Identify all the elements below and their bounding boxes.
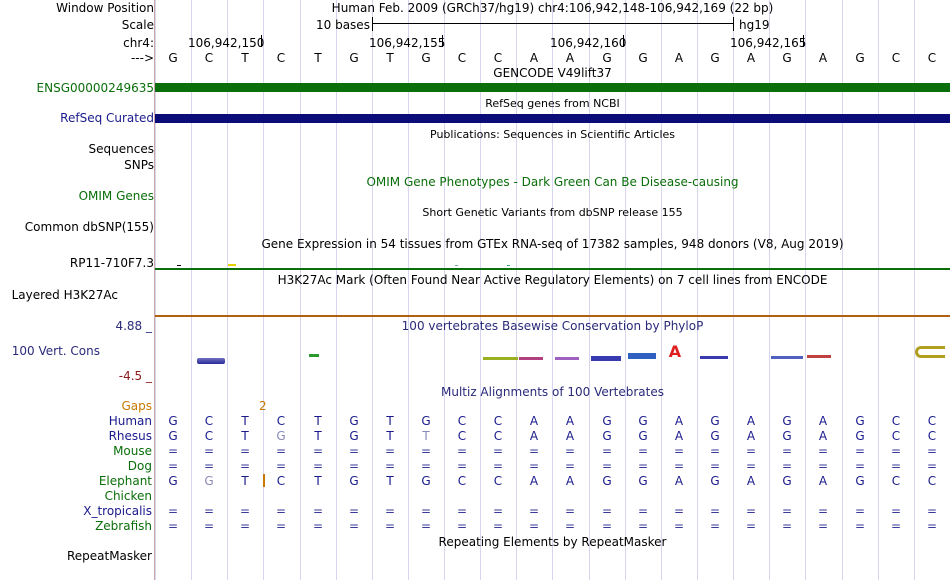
alignment-base-human: C: [276, 414, 286, 428]
alignment-base-rhesus: G: [349, 429, 359, 443]
alignment-base-dog: =: [564, 459, 576, 473]
alignment-base-dog: =: [673, 459, 685, 473]
alignment-base-xtropicalis: =: [673, 504, 685, 518]
sequence-base: C: [276, 51, 286, 65]
alignment-base-mouse: =: [926, 444, 938, 458]
alignment-base-xtropicalis: =: [384, 504, 396, 518]
alignment-base-zebrafish: =: [637, 519, 649, 533]
alignment-base-human: A: [746, 414, 756, 428]
common-dbsnp-label[interactable]: Common dbSNP(155): [24, 220, 154, 234]
track-display-area[interactable]: Human Feb. 2009 (GRCh37/hg19) chr4:106,942,148-106,942,169 (22 bp) 10 bases hg19 106,942,150 106,942,155 106,942,160 106,942,165 G C T C T G T G C C A A G G A G A G A G C C GENCODE V49lift37 RefSeq genes from NCBI Publications: Sequences in Scientific Articles OMIM Gene Phenotypes - Dark Green Can Be Disease-causing Short Genetic Variants from dbSNP release 155 Gene Expression in 54 tissues from GTEx RNA-seq of 17382 samples, 948 donors (V8, Aug 2019) H3K27Ac Mark (Often Found Near Active Regulatory Elements) on 7 cell lines from ENCODE 100 vertebrates Basewise Conservation by PhyloP A Multiz Alignments of 100 Vertebrates 2 G C T C T G T G C C A A G G A G A G A G C C G C T G T G T T C C A A G G A G A G A G C C = = = = = = = = = = = = = = = = = = = = = = = = = = = = = = = = = = = = = = = = = = = = G G T C T G T G C C A A G G A G A G A G C C = = = = = = = = = = = = = = = = = = = = = = = = = = = = = = = = = = = = = = = = = = = = Repeating Elements by RepeatMasker: [155, 0, 950, 580]
sequence-base: G: [638, 51, 648, 65]
alignment-base-rhesus: T: [241, 429, 249, 443]
alignment-base-elephant: T: [314, 474, 322, 488]
alignment-base-elephant: A: [565, 474, 575, 488]
repeatmasker-label[interactable]: RepeatMasker: [66, 549, 152, 563]
gap-count: 2: [259, 399, 267, 413]
position-title: Human Feb. 2009 (GRCh37/hg19) chr4:106,942,148-106,942,169 (22 bp): [331, 1, 774, 15]
alignment-base-elephant: G: [349, 474, 359, 488]
alignment-base-zebrafish: =: [239, 519, 251, 533]
alignment-base-elephant: A: [746, 474, 756, 488]
phylop-track-title: 100 vertebrates Basewise Conservation by PhyloP: [401, 319, 704, 333]
publications-track-title: Publications: Sequences in Scientific Articles: [430, 128, 675, 141]
alignment-base-rhesus: A: [818, 429, 828, 443]
alignment-base-human: T: [241, 414, 249, 428]
alignment-base-mouse: =: [745, 444, 757, 458]
species-human-label: Human: [108, 414, 152, 428]
alignment-base-elephant: C: [457, 474, 467, 488]
alignment-base-xtropicalis: =: [781, 504, 793, 518]
alignment-base-xtropicalis: =: [709, 504, 721, 518]
species-dog-label: Dog: [127, 459, 152, 473]
alignment-base-human: G: [349, 414, 359, 428]
multiz-track-title: Multiz Alignments of 100 Vertebrates: [440, 385, 665, 399]
window-position-label: Window Position: [56, 1, 154, 15]
alignment-base-mouse: =: [817, 444, 829, 458]
alignment-base-xtropicalis: =: [601, 504, 613, 518]
cons-track-label[interactable]: 100 Vert. Cons: [11, 344, 100, 358]
alignment-base-dog: =: [203, 459, 215, 473]
alignment-base-rhesus: C: [204, 429, 214, 443]
species-mouse-label: Mouse: [113, 444, 152, 458]
scale-text: 10 bases: [316, 18, 370, 32]
alignment-base-elephant: A: [674, 474, 684, 488]
alignment-base-mouse: =: [564, 444, 576, 458]
sequence-base: G: [782, 51, 792, 65]
alignment-base-mouse: =: [781, 444, 793, 458]
alignment-base-human: A: [818, 414, 828, 428]
alignment-base-mouse: =: [528, 444, 540, 458]
alignment-base-rhesus: A: [565, 429, 575, 443]
alignment-base-zebrafish: =: [528, 519, 540, 533]
alignment-base-rhesus: A: [746, 429, 756, 443]
alignment-base-mouse: =: [709, 444, 721, 458]
alignment-base-dog: =: [854, 459, 866, 473]
alignment-base-elephant: G: [710, 474, 720, 488]
alignment-base-zebrafish: =: [745, 519, 757, 533]
species-zebrafish-label: Zebrafish: [95, 519, 152, 533]
alignment-base-xtropicalis: =: [239, 504, 251, 518]
sequence-base: A: [674, 51, 684, 65]
ruler-tick-label: 106,942,165: [730, 36, 807, 50]
alignment-base-mouse: =: [601, 444, 613, 458]
alignment-base-elephant: C: [276, 474, 286, 488]
alignment-base-zebrafish: =: [167, 519, 179, 533]
snps-label[interactable]: SNPs: [124, 158, 154, 172]
alignment-base-dog: =: [926, 459, 938, 473]
alignment-base-xtropicalis: =: [492, 504, 504, 518]
alignment-base-elephant: C: [927, 474, 937, 488]
ruler-tick-label: 106,942,150: [188, 36, 265, 50]
alignment-base-rhesus: G: [602, 429, 612, 443]
sequence-base: C: [927, 51, 937, 65]
alignment-base-zebrafish: =: [854, 519, 866, 533]
sequence-base: T: [241, 51, 249, 65]
gaps-label: Gaps: [121, 399, 152, 413]
alignment-base-human: A: [529, 414, 539, 428]
alignment-base-human: C: [204, 414, 214, 428]
alignment-base-rhesus: A: [529, 429, 539, 443]
sequence-base: C: [457, 51, 467, 65]
sequence-base: C: [493, 51, 503, 65]
alignment-base-zebrafish: =: [492, 519, 504, 533]
gencode-gene-bar[interactable]: [155, 83, 950, 92]
alignment-base-rhesus: T: [314, 429, 322, 443]
alignment-base-mouse: =: [890, 444, 902, 458]
sequence-base: G: [602, 51, 612, 65]
alignment-base-elephant: G: [168, 474, 178, 488]
ruler-tick-label: 106,942,155: [369, 36, 446, 50]
alignment-base-rhesus: G: [276, 429, 286, 443]
alignment-base-human: T: [314, 414, 322, 428]
alignment-base-human: G: [602, 414, 612, 428]
alignment-base-mouse: =: [637, 444, 649, 458]
strand-arrow-label: --->: [130, 51, 154, 65]
alignment-base-rhesus: A: [674, 429, 684, 443]
alignment-base-human: G: [421, 414, 431, 428]
rp11-label[interactable]: RP11-710F7.3: [69, 256, 154, 270]
alignment-base-zebrafish: =: [203, 519, 215, 533]
alignment-base-dog: =: [275, 459, 287, 473]
alignment-base-zebrafish: =: [890, 519, 902, 533]
cons-max-label: 4.88 _: [115, 319, 152, 333]
alignment-base-xtropicalis: =: [564, 504, 576, 518]
sequence-base: G: [349, 51, 359, 65]
alignment-base-xtropicalis: =: [854, 504, 866, 518]
repeatmasker-track-title: Repeating Elements by RepeatMasker: [438, 535, 667, 549]
alignment-base-dog: =: [312, 459, 324, 473]
alignment-base-human: A: [565, 414, 575, 428]
gtex-track-title: Gene Expression in 54 tissues from GTEx RNA-seq of 17382 samples, 948 donors (V8, Aug 2019): [261, 237, 844, 251]
alignment-base-mouse: =: [854, 444, 866, 458]
alignment-base-xtropicalis: =: [528, 504, 540, 518]
alignment-base-zebrafish: =: [601, 519, 613, 533]
omim-genes-label[interactable]: OMIM Genes: [78, 189, 154, 203]
scale-label: Scale: [121, 18, 154, 32]
alignment-base-dog: =: [239, 459, 251, 473]
alignment-base-human: G: [855, 414, 865, 428]
alignment-base-human: A: [674, 414, 684, 428]
alignment-base-human: G: [710, 414, 720, 428]
alignment-base-dog: =: [348, 459, 360, 473]
alignment-base-mouse: =: [384, 444, 396, 458]
alignment-base-elephant: G: [602, 474, 612, 488]
sequence-base: G: [710, 51, 720, 65]
alignment-base-mouse: =: [203, 444, 215, 458]
alignment-base-zebrafish: =: [312, 519, 324, 533]
alignment-base-dog: =: [492, 459, 504, 473]
species-rhesus-label: Rhesus: [108, 429, 152, 443]
alignment-base-mouse: =: [348, 444, 360, 458]
alignment-base-rhesus: G: [638, 429, 648, 443]
sequence-base: T: [314, 51, 322, 65]
alignment-base-dog: =: [781, 459, 793, 473]
alignment-base-dog: =: [817, 459, 829, 473]
alignment-base-xtropicalis: =: [203, 504, 215, 518]
sequence-base: G: [168, 51, 178, 65]
alignment-base-rhesus: T: [386, 429, 394, 443]
h3k27ac-baseline: [155, 315, 950, 317]
alignment-base-xtropicalis: =: [420, 504, 432, 518]
sequence-base: G: [421, 51, 431, 65]
refseq-track-title: RefSeq genes from NCBI: [485, 97, 620, 110]
alignment-base-xtropicalis: =: [745, 504, 757, 518]
alignment-base-xtropicalis: =: [637, 504, 649, 518]
alignment-base-rhesus: G: [168, 429, 178, 443]
alignment-base-human: C: [457, 414, 467, 428]
alignment-base-zebrafish: =: [817, 519, 829, 533]
alignment-base-xtropicalis: =: [817, 504, 829, 518]
alignment-base-rhesus: G: [782, 429, 792, 443]
alignment-base-zebrafish: =: [275, 519, 287, 533]
alignment-base-elephant: G: [204, 474, 214, 488]
alignment-base-human: G: [638, 414, 648, 428]
alignment-base-mouse: =: [312, 444, 324, 458]
alignment-base-mouse: =: [275, 444, 287, 458]
alignment-base-xtropicalis: =: [926, 504, 938, 518]
alignment-base-dog: =: [745, 459, 757, 473]
alignment-base-xtropicalis: =: [275, 504, 287, 518]
alignment-base-elephant: A: [529, 474, 539, 488]
alignment-base-xtropicalis: =: [890, 504, 902, 518]
alignment-base-xtropicalis: =: [312, 504, 324, 518]
refseq-curated-label[interactable]: RefSeq Curated: [60, 111, 154, 125]
alignment-base-elephant: G: [855, 474, 865, 488]
alignment-base-zebrafish: =: [456, 519, 468, 533]
alignment-base-elephant: C: [493, 474, 503, 488]
sequence-base: A: [529, 51, 539, 65]
gtex-baseline: [155, 268, 950, 270]
alignment-base-human: G: [782, 414, 792, 428]
species-chicken-label: Chicken: [104, 489, 152, 503]
alignment-base-dog: =: [637, 459, 649, 473]
alignment-base-human: G: [168, 414, 178, 428]
species-xtropicalis-label: X_tropicalis: [83, 504, 152, 518]
omim-track-title: OMIM Gene Phenotypes - Dark Green Can Be Disease-causing: [366, 175, 739, 189]
alignment-base-dog: =: [709, 459, 721, 473]
species-elephant-label: Elephant: [98, 474, 152, 488]
alignment-base-elephant: T: [386, 474, 394, 488]
sequence-base: C: [891, 51, 901, 65]
alignment-base-human: C: [891, 414, 901, 428]
alignment-base-zebrafish: =: [348, 519, 360, 533]
alignment-base-dog: =: [384, 459, 396, 473]
alignment-base-elephant: G: [421, 474, 431, 488]
alignment-base-rhesus: C: [891, 429, 901, 443]
sequences-label[interactable]: Sequences: [88, 142, 154, 156]
alignment-base-mouse: =: [239, 444, 251, 458]
sequence-base: C: [204, 51, 214, 65]
alignment-base-rhesus: C: [493, 429, 503, 443]
alignment-base-human: C: [493, 414, 503, 428]
alignment-base-rhesus: C: [927, 429, 937, 443]
alignment-base-zebrafish: =: [564, 519, 576, 533]
alignment-base-zebrafish: =: [384, 519, 396, 533]
alignment-base-dog: =: [420, 459, 432, 473]
sequence-base: A: [746, 51, 756, 65]
dbsnp-track-title: Short Genetic Variants from dbSNP release 155: [422, 206, 683, 219]
alignment-base-xtropicalis: =: [167, 504, 179, 518]
layered-h3k27ac-label[interactable]: Layered H3K27Ac: [11, 288, 118, 302]
alignment-base-elephant: C: [891, 474, 901, 488]
alignment-base-rhesus: C: [457, 429, 467, 443]
alignment-base-dog: =: [167, 459, 179, 473]
alignment-base-zebrafish: =: [420, 519, 432, 533]
alignment-base-elephant: G: [638, 474, 648, 488]
refseq-gene-bar[interactable]: [155, 114, 950, 123]
alignment-base-mouse: =: [420, 444, 432, 458]
alignment-base-zebrafish: =: [781, 519, 793, 533]
alignment-base-mouse: =: [492, 444, 504, 458]
alignment-base-elephant: G: [782, 474, 792, 488]
alignment-base-mouse: =: [167, 444, 179, 458]
alignment-base-dog: =: [601, 459, 613, 473]
alignment-base-xtropicalis: =: [348, 504, 360, 518]
alignment-base-human: C: [927, 414, 937, 428]
alignment-base-rhesus: G: [855, 429, 865, 443]
assembly-label: hg19: [739, 18, 770, 32]
alignment-base-zebrafish: =: [926, 519, 938, 533]
alignment-base-zebrafish: =: [709, 519, 721, 533]
gencode-track-title: GENCODE V49lift37: [493, 66, 612, 80]
alignment-base-rhesus: G: [710, 429, 720, 443]
alignment-base-dog: =: [890, 459, 902, 473]
alignment-base-mouse: =: [673, 444, 685, 458]
chr-label: chr4:: [123, 36, 154, 50]
h3k27ac-track-title: H3K27Ac Mark (Often Found Near Active Regulatory Elements) on 7 cell lines from ENCODE: [277, 273, 828, 287]
gencode-gene-label[interactable]: ENSG00000249635: [36, 81, 154, 95]
alignment-base-dog: =: [528, 459, 540, 473]
alignment-base-xtropicalis: =: [456, 504, 468, 518]
sequence-base: A: [565, 51, 575, 65]
elephant-gap-marker: [263, 474, 265, 487]
ruler-tick-label: 106,942,160: [550, 36, 627, 50]
alignment-base-elephant: A: [818, 474, 828, 488]
alignment-base-dog: =: [456, 459, 468, 473]
alignment-base-mouse: =: [456, 444, 468, 458]
sequence-base: A: [818, 51, 828, 65]
track-labels-panel: [0, 0, 154, 580]
sequence-base: T: [386, 51, 394, 65]
alignment-base-rhesus: T: [422, 429, 430, 443]
alignment-base-elephant: T: [241, 474, 249, 488]
cons-min-label: -4.5 _: [118, 369, 152, 383]
alignment-base-human: T: [386, 414, 394, 428]
sequence-base: G: [855, 51, 865, 65]
alignment-base-zebrafish: =: [673, 519, 685, 533]
